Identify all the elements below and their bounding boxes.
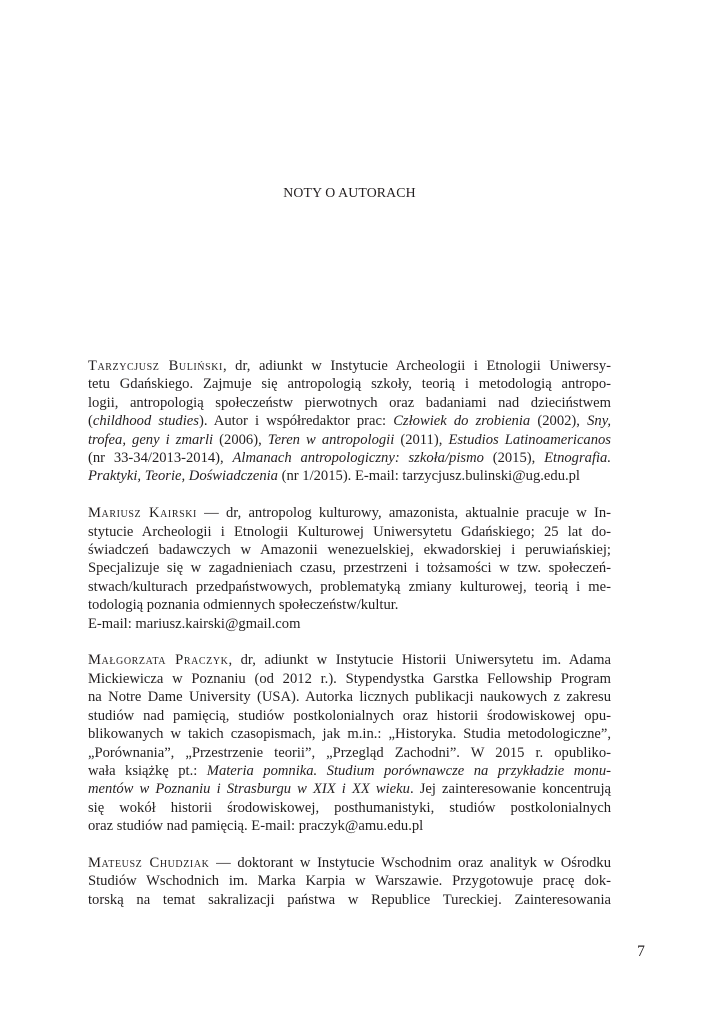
text-line xyxy=(88,559,611,577)
text-run: „Porównania”, „Przestrzenie teorii”, „Przegląd Zachodni”. W 2015 r. opubliko- xyxy=(88,744,611,761)
publication-title: mentów w Poznaniu i Strasburgu w XIX i XX wieku xyxy=(88,781,410,798)
text-run: stwach/kulturach przedpaństwowych, problematyką zmiany kulturowej, teorią i me- xyxy=(88,578,611,595)
text-run: Mickiewicza w Poznaniu (od 2012 r.). Stypendystka Garstka Fellowship Program xyxy=(88,670,611,687)
text-run: ). Autor i współredaktor prac: xyxy=(198,413,394,430)
text-line xyxy=(88,707,611,725)
text-run: blikowanych w takich czasopismach, jak m.in.: „Historyka. Studia metodologiczne”, xyxy=(88,726,611,743)
text-line xyxy=(88,688,611,706)
author-note xyxy=(88,357,611,486)
text-run: ( xyxy=(88,413,93,430)
text-run: (2002), xyxy=(530,413,588,430)
text-run: stytucie Archeologii i Etnologii Kulturowej Uniwersytetu Gdańskiego; 25 lat do- xyxy=(88,523,611,540)
text-run: Studiów Wschodnich im. Marka Karpia w Warszawie. Przygotowuje pracę dok- xyxy=(88,873,611,890)
author-note xyxy=(88,854,611,909)
text-run: tetu Gdańskiego. Zajmuje się antropologią szkoły, teorią i metodologią antropo- xyxy=(88,376,611,393)
text-run: oraz studiów nad pamięcią. E-mail: xyxy=(88,818,299,835)
text-line xyxy=(88,467,611,485)
text-run: (2006), xyxy=(213,431,268,448)
publication-title: Almanach antropologiczny: szkoła/pismo xyxy=(232,450,484,467)
text-run: — doktorant w Instytucie Wschodnim oraz analityk w Ośrodku xyxy=(209,854,611,871)
publication-title: trofea, geny i zmarli xyxy=(88,431,214,448)
text-run: (2011), xyxy=(394,431,449,448)
author-notes xyxy=(88,357,611,928)
text-run: studiów nad pamięcią, studiów postkolonialnych oraz historii środowiskowej opu- xyxy=(88,707,611,724)
text-line xyxy=(88,891,611,909)
text-line xyxy=(88,817,611,835)
text-run: Specjalizuje się w zagadnieniach czasu, przestrzeni i tożsamości w tzw. społeczeń- xyxy=(88,560,611,577)
text-line xyxy=(88,854,611,872)
email-address: tarzycjusz.bulinski@ug.edu.pl xyxy=(402,468,580,485)
text-line xyxy=(88,412,611,430)
text-line xyxy=(88,615,611,633)
email-address: praczyk@amu.edu.pl xyxy=(298,818,424,835)
text-line xyxy=(88,780,611,798)
text-line xyxy=(88,762,611,780)
page-number: 7 xyxy=(637,943,645,960)
text-line xyxy=(88,504,611,522)
text-run: świadczeń badawczych w Amazonii wenezuelskiej, ekwadorskiej i peruwiańskiej; xyxy=(88,542,611,559)
text-line xyxy=(88,394,611,412)
author-name: Małgorzata Praczyk xyxy=(88,652,229,669)
text-line xyxy=(88,799,611,817)
author-note xyxy=(88,504,611,633)
text-run: się wokół historii środowiskowej, posthumanistyki, studiów postkolonialnych xyxy=(88,799,611,816)
text-run: logii, antropologią społeczeństw pierwotnych oraz badaniami nad dzieciństwem xyxy=(88,394,611,411)
text-line xyxy=(88,375,611,393)
foreign-term: childhood studies xyxy=(92,413,199,430)
text-line xyxy=(88,725,611,743)
text-line xyxy=(88,744,611,762)
author-name: Tarzycjusz Buliński xyxy=(88,358,223,374)
text-run: , dr, adiunkt w Instytucie Archeologii i Etnologii Uniwersy- xyxy=(222,358,611,374)
text-line xyxy=(88,596,611,614)
text-run: torską na temat sakralizacji państwa w Republice Tureckiej. Zainteresowania xyxy=(88,891,611,908)
text-run: E-mail: xyxy=(88,615,136,632)
publication-title: Praktyki, Teorie, Doświadczenia xyxy=(88,468,278,485)
text-line xyxy=(88,541,611,559)
publication-title: Teren w antropologii xyxy=(267,431,395,448)
text-line xyxy=(88,357,611,375)
publication-title: Etnografia. xyxy=(544,450,611,467)
text-run: . Jej zainteresowanie koncentrują xyxy=(409,781,611,798)
text-run: (2015), xyxy=(483,450,545,467)
author-name: Mateusz Chudziak xyxy=(88,854,210,871)
text-line xyxy=(88,431,611,449)
publication-title: Sny, xyxy=(587,413,612,430)
text-run: (nr 33-34/2013-2014), xyxy=(88,450,233,467)
email-address: mariusz.kairski@gmail.com xyxy=(135,615,301,632)
text-run: — dr, antropolog kulturowy, amazonista, aktualnie pracuje w In- xyxy=(196,505,611,522)
text-line xyxy=(88,872,611,890)
text-line xyxy=(88,651,611,669)
author-name: Mariusz Kairski xyxy=(88,505,197,522)
text-run: todologią poznania odmiennych społeczeństw/kultur. xyxy=(88,597,399,614)
author-note xyxy=(88,651,611,835)
text-run: , dr, adiunkt w Instytucie Historii Uniwersytetu im. Adama xyxy=(228,652,612,669)
text-line xyxy=(88,670,611,688)
text-line xyxy=(88,578,611,596)
text-run: na Notre Dame University (USA). Autorka licznych publikacji naukowych z zakresu xyxy=(88,689,611,706)
text-line xyxy=(88,523,611,541)
publication-title: Materia pomnika. Studium porównawcze na przykładzie monu- xyxy=(206,762,611,779)
text-run: wała książkę pt.: xyxy=(88,762,207,779)
section-heading: NOTY O AUTORACH xyxy=(283,185,416,200)
text-run: (nr 1/2015). E-mail: xyxy=(277,468,403,485)
publication-title: Człowiek do zrobienia xyxy=(393,413,531,430)
publication-title: Estudios Latinoamericanos xyxy=(448,431,611,448)
text-line xyxy=(88,449,611,467)
